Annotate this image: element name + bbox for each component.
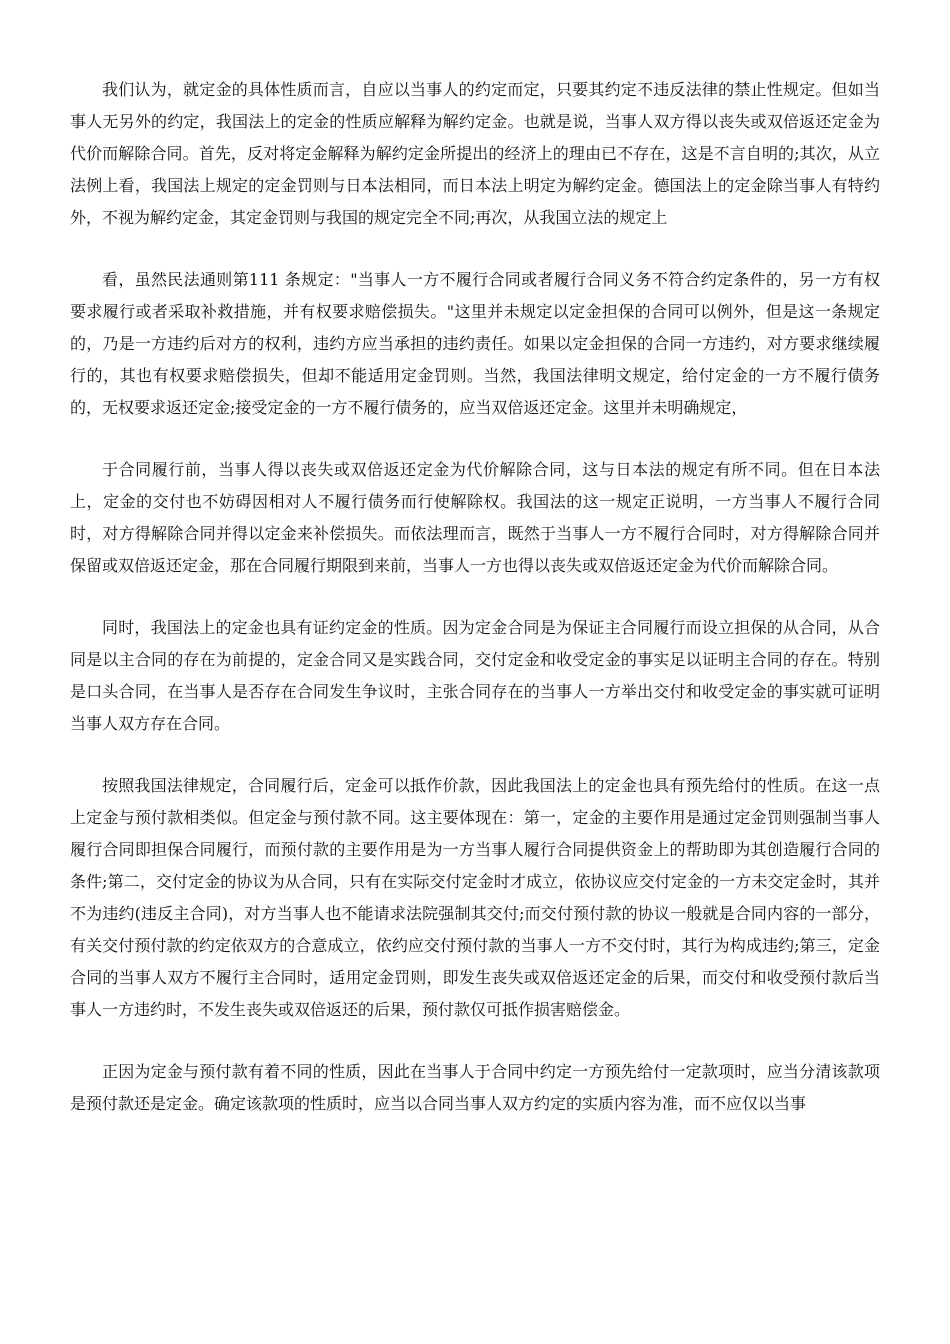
paragraph-2: 看，虽然民法通则第111 条规定："当事人一方不履行合同或者履行合同义务不符合约定条件的，另一方有权要求履行或者采取补救措施，并有权要求赔偿损失。"这里并未规定以定金担保的合同可以例外，但是这一条规定的，乃是一方违约后对方的权利，违约方应当承担的违约责任。如果以定金担保的合同一方违约，对方要求继续履行的，其也有权要求赔偿损失，但却不能适用定金罚则。当然，我国法律明文规定，给付定金的一方不履行债务的，无权要求返还定金;接受定金的一方不履行债务的，应当双倍返还定金。这里并未明确规定， (70, 270, 880, 417)
paragraph-3: 于合同履行前，当事人得以丧失或双倍返还定金为代价解除合同，这与日本法的规定有所不同。但在日本法上，定金的交付也不妨碍因相对人不履行债务而行使解除权。我国法的这一规定正说明，一方当事人不履行合同时，对方得解除合同并得以定金来补偿损失。而依法理而言，既然于当事人一方不履行合同时，对方得解除合同并保留或双倍返还定金，那在合同履行期限到来前，当事人一方也得以丧失或双倍返还定金为代价而解除合同。 (70, 460, 880, 575)
document-page (70, 74, 880, 1150)
paragraph-4: 同时，我国法上的定金也具有证约定金的性质。因为定金合同是为保证主合同履行而设立担保的从合同，从合同是以主合同的存在为前提的，定金合同又是实践合同，交付定金和收受定金的事实足以证明主合同的存在。特别是口头合同，在当事人是否存在合同发生争议时，主张合同存在的当事人一方举出交付和收受定金的事实就可证明当事人双方存在合同。 (70, 618, 880, 733)
paragraph-1: 我们认为，就定金的具体性质而言，自应以当事人的约定而定，只要其约定不违反法律的禁止性规定。但如当事人无另外的约定，我国法上的定金的性质应解释为解约定金。也就是说，当事人双方得以丧失或双倍返还定金为代价而解除合同。首先，反对将定金解释为解约定金所提出的经济上的理由已不存在，这是不言自明的;其次，从立法例上看，我国法上规定的定金罚则与日本法相同，而日本法上明定为解约定金。德国法上的定金除当事人有特约外，不视为解约定金，其定金罚则与我国的规定完全不同;再次，从我国立法的规定上 (70, 80, 880, 227)
paragraph-5: 按照我国法律规定，合同履行后，定金可以抵作价款，因此我国法上的定金也具有预先给付的性质。在这一点上定金与预付款相类似。但定金与预付款不同。这主要体现在：第一，定金的主要作用是通过定金罚则强制当事人履行合同即担保合同履行，而预付款的主要作用是为一方当事人履行合同提供资金上的帮助即为其创造履行合同的条件;第二，交付定金的协议为从合同，只有在实际交付定金时才成立，依协议应交付定金的一方未交定金时，其并不为违约(违反主合同)，对方当事人也不能请求法院强制其交付;而交付预付款的协议一般就是合同内容的一部分，有关交付预付款的约定依双方的合意成立，依约应交付预付款的当事人一方不交付时，其行为构成违约;第三，定金合同的当事人双方不履行主合同时，适用定金罚则，即发生丧失或双倍返还定金的后果，而交付和收受预付款后当事人一方违约时，不发生丧失或双倍返还的后果，预付款仅可抵作损害赔偿金。 (70, 776, 880, 1019)
paragraph-6: 正因为定金与预付款有着不同的性质，因此在当事人于合同中约定一方预先给付一定款项时，应当分清该款项是预付款还是定金。确定该款项的性质时，应当以合同当事人双方约定的实质内容为准，而不应仅以当事 (70, 1062, 880, 1113)
